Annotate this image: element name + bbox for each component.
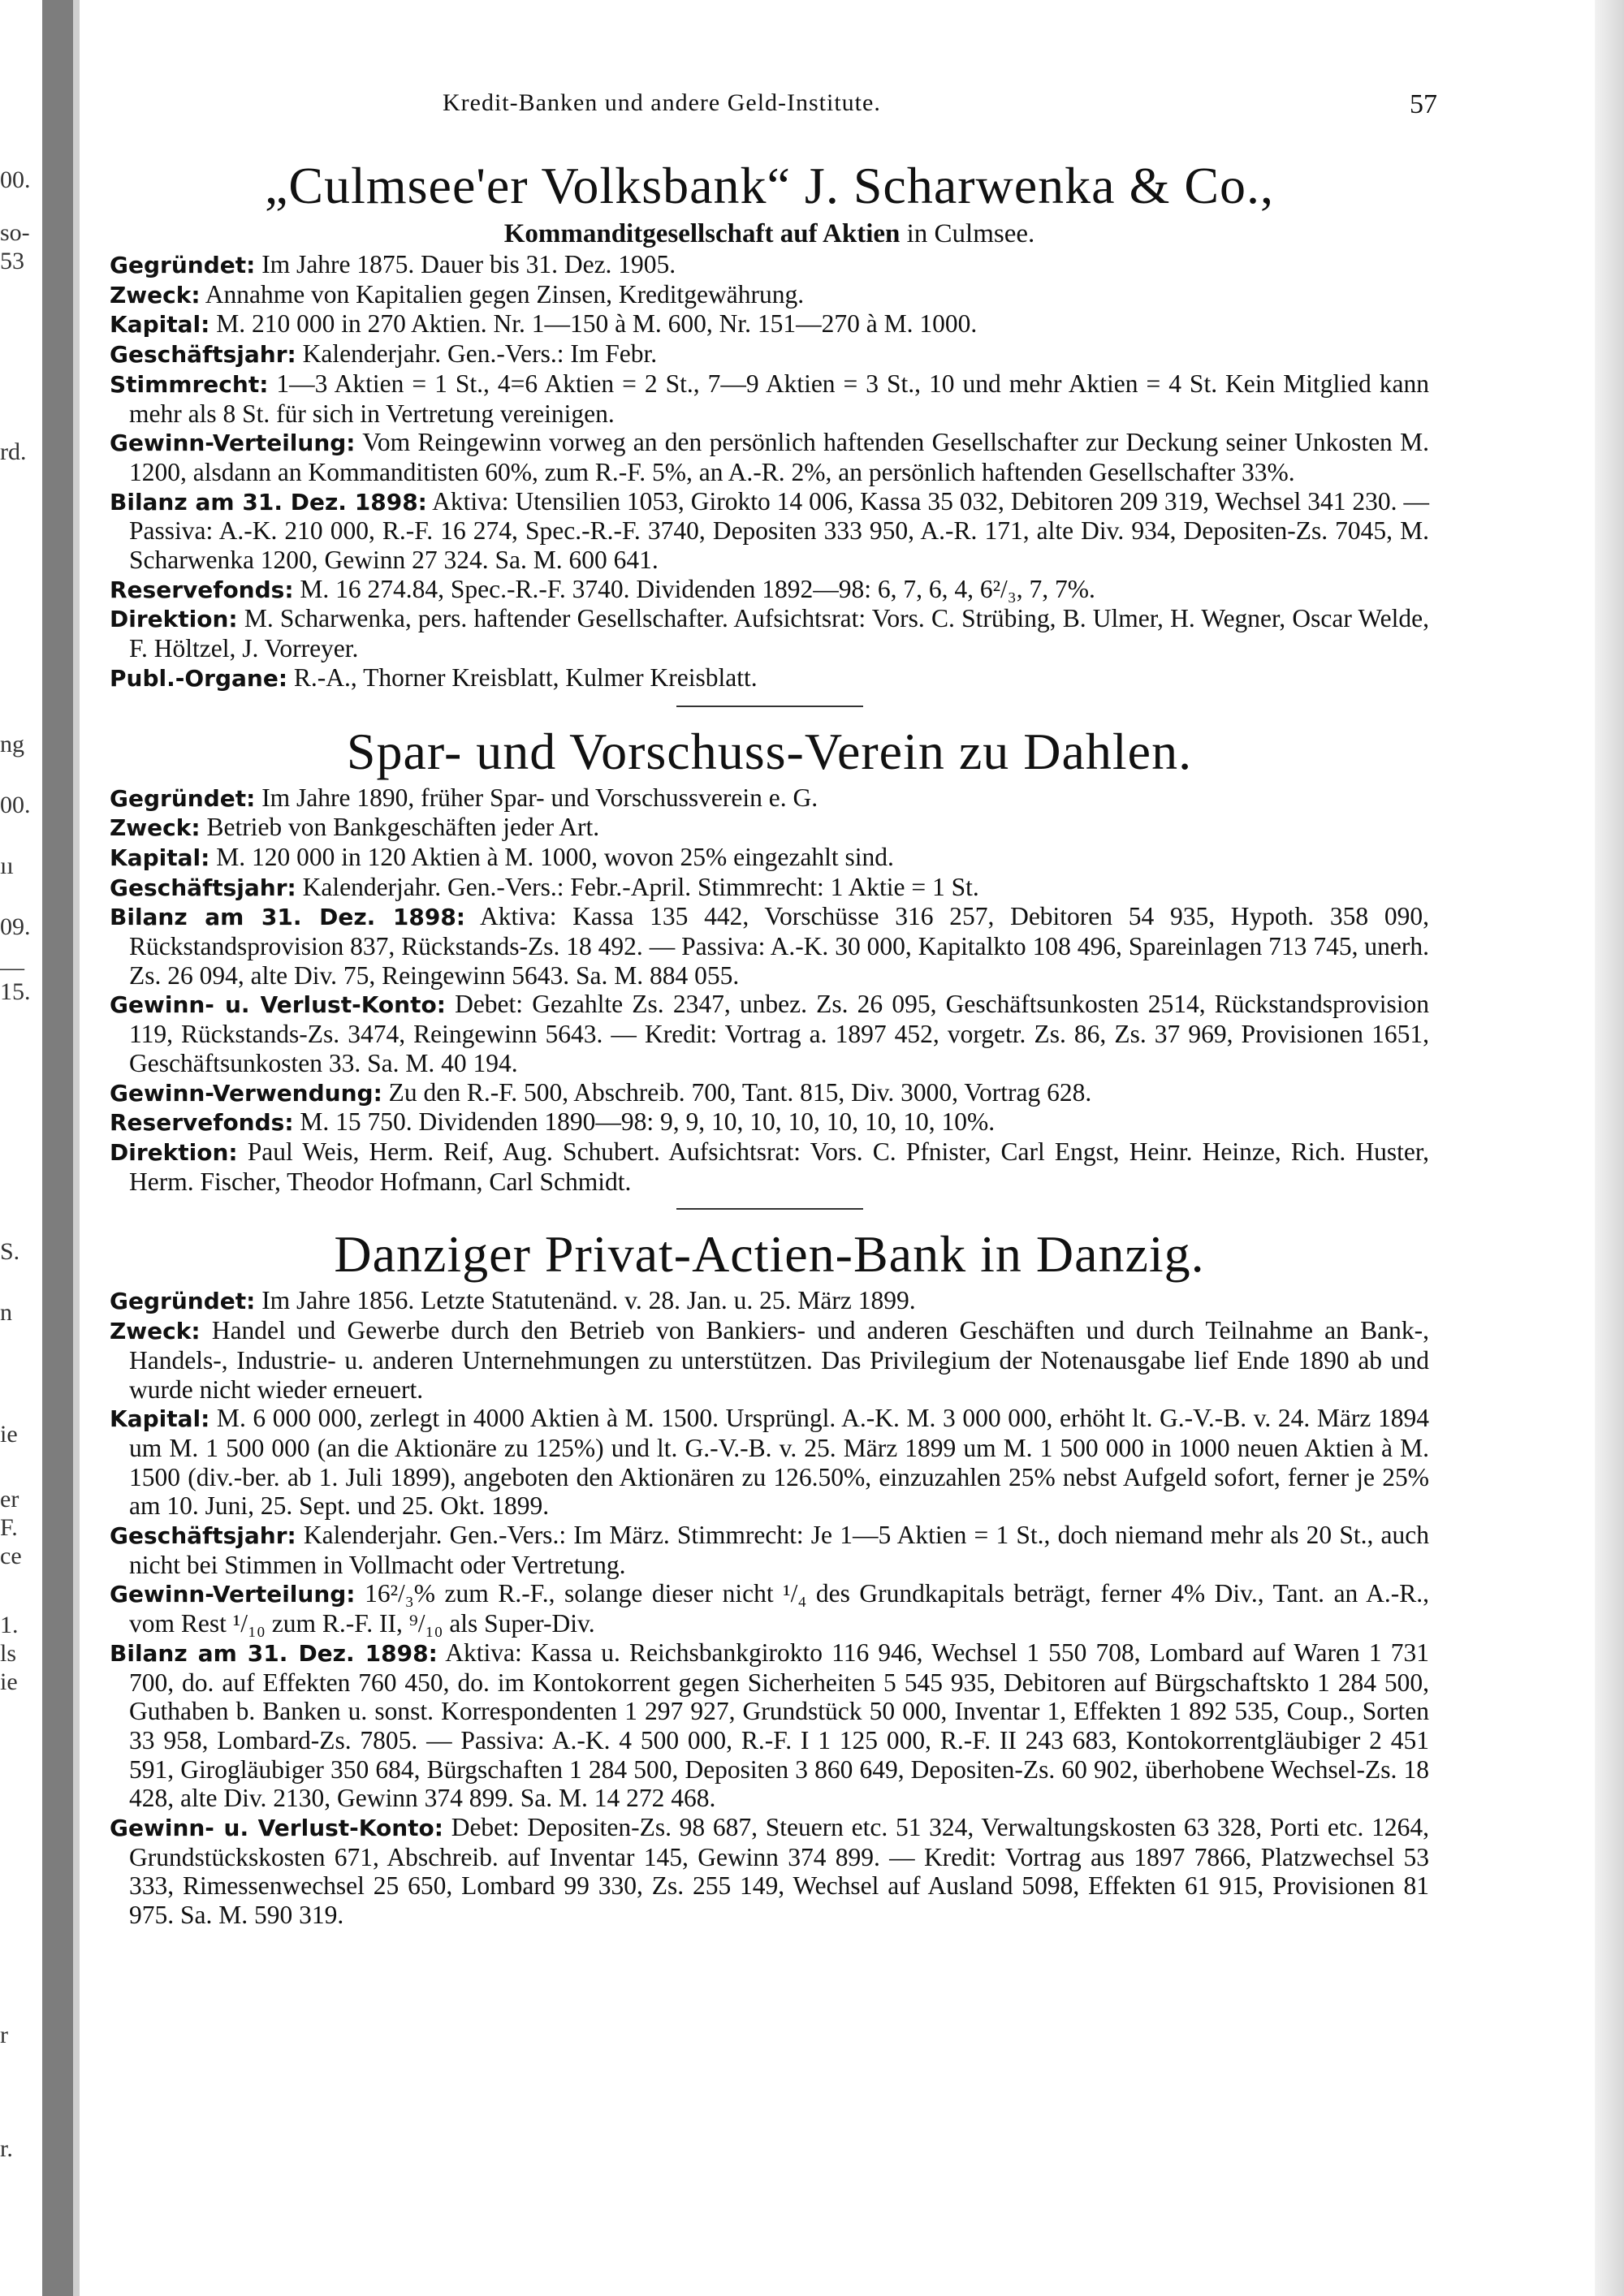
entry [110,1638,1429,1813]
entry-text: M. 6 000 000, zerlegt in 4000 Aktien à M. 1500. Ursprüngl. A.-K. M. 3 000 000, erhöht lt. G.-V.-B. v. 24. März 1894 um M. 1 500 000 (an die Aktionäre zu 125%) und lt. G.-V.-B. v. 25. März 1899 um M. 1 500 000 in 1000 neuen Aktien à M. 1500 (div.-ber. ab 1. Juli 1899), angeboten den Aktionären zu 126.50%, einzuzahlen 25% nebst Aufgeld sofort, ferner je 25% am 10. Juni, 25. Sept. und 25. Okt. 1899. [129,1404,1429,1521]
entry [110,783,1429,814]
section-title: Danziger Privat-Actien-Bank in Danzig. [334,1225,1205,1284]
entry-key: Geschäftsjahr: [110,341,296,369]
margin-fragment: ce [0,1543,22,1569]
entry-key: Direktion: [110,606,238,633]
entry-key: Bilanz am 31. Dez. 1898: [110,904,465,931]
entry [110,1579,1429,1638]
margin-fragment: ıı [0,852,14,879]
section-spar-vorschuss-dahlen [110,720,1429,1197]
entry [110,873,1429,903]
section-title: „Culmsee'er Volksbank“ J. Scharwenka & Co., [264,157,1275,214]
margin-fragment: r. [0,2135,13,2162]
section-title: Spar- und Vorschuss-Verein zu Dahlen. [346,722,1193,780]
entry-key: Kapital: [110,844,210,871]
entry [110,1813,1429,1930]
entry-text: M. 15 750. Dividenden 1890—98: 9, 9, 10, 10, 10, 10, 10, 10, 10%. [293,1107,996,1137]
entry-key: Geschäftsjahr: [110,1522,296,1550]
page-edge [1595,0,1624,2296]
entry [110,813,1429,843]
section-culmsee-volksbank [110,154,1429,693]
entry-text: Kalenderjahr. Gen.-Vers.: Im Febr. [296,339,658,369]
entry-key: Gewinn- u. Verlust-Konto: [110,991,446,1019]
margin-fragment: 53 [0,248,24,274]
gutter-edge [73,0,80,2296]
margin-fragment: ie [0,1668,18,1695]
entry-text: M. 16 274.84, Spec.-R.-F. 3740. Dividenden 1892—98: 6, 7, 6, 4, 6²/₃, 7, 7%. [293,574,1095,603]
entry [110,428,1429,486]
subtitle-location: in Culmsee. [900,219,1035,248]
entry-text: Annahme von Kapitalien gegen Zinsen, Kreditgewährung. [200,279,805,309]
margin-fragment: ie [0,1421,18,1448]
margin-fragment: 15. [0,978,31,1005]
entry-text: M. 120 000 in 120 Aktien à M. 1000, wovon 25% eingezahlt sind. [209,842,894,871]
entry [110,575,1429,605]
entry-key: Gewinn-Verwendung: [110,1079,382,1107]
running-title: Kredit-Banken und andere Geld-Institute. [443,89,881,116]
entry [110,1286,1429,1316]
margin-fragment: ng [0,731,24,757]
entry-text: M. Scharwenka, pers. haftender Gesellschafter. Aufsichtsrat: Vors. C. Strübing, B. Ulmer, H. Wegner, Oscar Welde, F. Höltzel, J. Vorreyer. [129,604,1429,663]
entry [110,990,1429,1077]
entry-text: 16²/₃% zum R.-F., solange dieser nicht ¹/₄ des Grundkapitals beträgt, ferner 4% Div., Tant. an A.-R., vom Rest ¹/₁₀ zum R.-F. II, ⁹/₁₀ als Super-Div. [129,1579,1429,1638]
entry-text: Debet: Depositen-Zs. 98 687, Steuern etc. 51 324, Verwaltungskosten 63 328, Porti etc. 1264, Grundstückskosten 671, Abschreib. auf Inventar 145, Gewinn 374 899. — Kredit: Vortrag aus 1897 7866, Platzwechsel 53 333, Rimessenwechsel 25 650, Lombard 99 330, Zs. 255 149, Wechsel auf Ausland 5098, Effekten 61 915, Provisionen 81 975. Sa. M. 590 319. [129,1813,1430,1930]
entry [110,604,1429,662]
entry [110,1404,1429,1521]
entry-text: Aktiva: Kassa 135 442, Vorschüsse 316 257, Debitoren 54 935, Hypoth. 358 090, Rückstandsprovision 837, Rückstands-Zs. 18 492. — Passiva: A.-K. 30 000, Kapitalkto 108 496, Spareinlagen 713 745, unerh. Zs. 26 094, alte Div. 75, Reingewinn 5643. Sa. M. 884 055. [129,902,1429,990]
entry [110,487,1429,575]
entry [110,369,1429,428]
entry-key: Stimmrecht: [110,370,269,398]
section-danziger-privat-actien-bank [110,1223,1429,1929]
entry-key: Direktion: [110,1138,238,1166]
entry-text: Im Jahre 1856. Letzte Statutenänd. v. 28. Jan. u. 25. März 1899. [255,1286,916,1315]
section-divider [676,1208,863,1210]
entry [110,339,1429,369]
entry-text: M. 210 000 in 270 Aktien. Nr. 1—150 à M. 600, Nr. 151—270 à M. 1000. [209,309,978,339]
margin-fragment: rd. [0,438,27,465]
subtitle-company-form: Kommanditgesellschaft auf Aktien [503,219,901,248]
section-subtitle [110,218,1429,250]
margin-fragment: 00. [0,792,31,818]
entry [110,1137,1429,1196]
entry-key: Reservefonds: [110,576,294,603]
entry-key: Gewinn-Verteilung: [110,429,356,457]
entry-key: Zweck: [110,814,201,842]
entry-text: Debet: Gezahlte Zs. 2347, unbez. Zs. 26 095, Geschäftsunkosten 2514, Rückstandsprovision 119, Rückstands-Zs. 3474, Reingewinn 5643. — Kredit: Vortrag a. 1897 452, vorgetr. Zs. 86, Zs. 37 969, Provisionen 1651, Geschäftsunkosten 33. Sa. M. 40 194. [129,990,1429,1077]
running-header [110,89,1437,136]
entry-text: R.-A., Thorner Kreisblatt, Kulmer Kreisblatt. [287,662,758,692]
entry [110,250,1429,280]
margin-fragment: er [0,1486,19,1513]
entry-key: Kapital: [110,311,210,339]
section-divider [676,706,863,707]
entry-key: Geschäftsjahr: [110,874,296,901]
margin-fragment: r [0,2022,8,2048]
entry [110,843,1429,873]
margin-fragment: 09. [0,913,31,940]
entry-key: Publ.-Organe: [110,664,288,692]
entry-key: Gewinn-Verteilung: [110,1581,356,1608]
margin-fragment: so- [0,219,30,246]
entry [110,1316,1429,1404]
entry-text: Im Jahre 1875. Dauer bis 31. Dez. 1905. [255,250,676,278]
entry [110,1521,1429,1579]
entry-key: Bilanz am 31. Dez. 1898: [110,488,427,516]
entry [110,902,1429,990]
margin-fragment: F. [0,1514,18,1541]
entry-text: Vom Reingewinn vorweg an den persönlich haftenden Gesellschafter zur Deckung seiner Unkosten M. 1200, alsdann an Kommanditisten 60%, zum R.-F. 5%, an A.-R. 2%, an persönlich haftenden Gesellschafter 33%. [129,428,1429,486]
page-content [110,89,1437,1930]
entry-text: 1—3 Aktien = 1 St., 4=6 Aktien = 2 St., 7—9 Aktien = 3 St., 10 und mehr Aktien = 4 St. Kein Mitglied kann mehr als 8 St. für sich in Vertretung vereinigen. [129,369,1429,428]
page-number: 57 [1410,89,1437,119]
entry-key: Zweck: [110,1318,201,1345]
entry-text: Kalenderjahr. Gen.-Vers.: Febr.-April. Stimmrecht: 1 Aktie = 1 St. [296,872,979,901]
entry-key: Gegründet: [110,784,256,812]
entry-text: Kalenderjahr. Gen.-Vers.: Im März. Stimmrecht: Je 1—5 Aktien = 1 St., doch niemand mehr als 20 St., auch nicht bei Stimmen in Vollmacht oder Vertretung. [129,1521,1429,1579]
entry [110,1078,1429,1108]
entry-key: Reservefonds: [110,1109,294,1137]
entry-key: Gewinn- u. Verlust-Konto: [110,1815,443,1842]
entry-key: Kapital: [110,1405,210,1433]
entry [110,280,1429,310]
margin-fragment: ls [0,1640,17,1667]
entry [110,1107,1429,1137]
entry-key: Gegründet: [110,1288,256,1315]
margin-fragment: 00. [0,166,31,193]
entry-text: Betrieb von Bankgeschäften jeder Art. [200,813,600,842]
entry-text: Paul Weis, Herm. Reif, Aug. Schubert. Aufsichtsrat: Vors. C. Pfnister, Carl Engst, Heinr. Heinze, Rich. Huster, Herm. Fischer, Theodor Hofmann, Carl Schmidt. [129,1137,1429,1196]
entry-text: Aktiva: Kassa u. Reichsbankgirokto 116 946, Wechsel 1 550 708, Lombard auf Waren 1 731 700, do. auf Effekten 760 450, do. im Kontokorrent gegen Sicherheiten 5 545 935, Debitoren auf Bürgschaftskto 1 284 500, Guthaben b. Banken u. sonst. Korrespondenten 1 297 927, Grundstück 50 000, Inventar 1, Effekten 1 892 535, Coup., Sorten 33 958, Lombard-Zs. 7805. — Passiva: A.-K. 4 500 000, R.-F. I 1 125 000, R.-F. II 243 683, Kontokorrentgläubiger 2 451 591, Girogläubiger 350 684, Bürgschaften 1 284 500, Depositen 3 860 649, Depositen-Zs. 60 902, überhobene Wechsel-Zs. 18 428, alte Div. 2130, Gewinn 374 899. Sa. M. 14 272 468. [129,1638,1429,1813]
margin-fragment: 1. [0,1612,19,1638]
left-margin-fragments [0,0,41,2296]
entry-text: Handel und Gewerbe durch den Betrieb von Bankiers- und anderen Geschäften und durch Teilnahme an Bank-, Handels-, Industrie- u. anderen Unternehmungen zu unterstützen. Das Privilegium der Notenausgabe lief Ende 1890 ab und wurde nicht wieder erneuert. [129,1316,1429,1404]
entry-key: Gegründet: [110,252,256,278]
entry-key: Bilanz am 31. Dez. 1898: [110,1639,438,1667]
entry-text: Aktiva: Utensilien 1053, Girokto 14 006, Kassa 35 032, Debitoren 209 319, Wechsel 341 230. — Passiva: A.-K. 210 000, R.-F. 16 274, Spec.-R.-F. 3740, Depositen 333 950, A.-R. 171, alte Div. 934, Depositen-Zs. 7045, M. Scharwenka 1200, Gewinn 27 324. Sa. M. 600 641. [129,486,1429,575]
margin-fragment: S. [0,1238,20,1265]
margin-fragment: n [0,1299,12,1326]
entry [110,663,1429,693]
entry-text: Zu den R.-F. 500, Abschreib. 700, Tant. 815, Div. 3000, Vortrag 628. [382,1077,1092,1107]
entry-key: Zweck: [110,281,201,309]
margin-fragment: — [0,954,24,981]
binding-gutter [42,0,73,2296]
entry-text: Im Jahre 1890, früher Spar- und Vorschussverein e. G. [255,783,818,812]
entry [110,309,1429,339]
